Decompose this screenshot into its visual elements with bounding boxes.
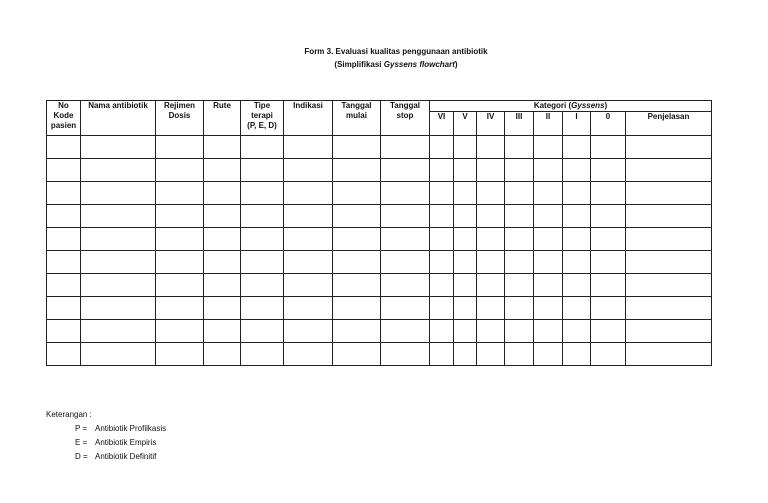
table-cell[interactable] xyxy=(333,297,381,320)
table-row xyxy=(47,182,712,205)
table-cell[interactable] xyxy=(430,343,454,366)
evaluation-table xyxy=(46,100,712,366)
table-cell[interactable] xyxy=(241,251,284,274)
table-cell[interactable] xyxy=(477,159,505,182)
table-row xyxy=(47,320,712,343)
table-cell[interactable] xyxy=(563,182,591,205)
table-cell[interactable] xyxy=(47,320,81,343)
table-cell[interactable] xyxy=(47,297,81,320)
table-cell[interactable] xyxy=(333,343,381,366)
table-cell[interactable] xyxy=(534,205,563,228)
table-cell[interactable] xyxy=(333,251,381,274)
table-cell[interactable] xyxy=(563,343,591,366)
table-cell[interactable] xyxy=(204,182,241,205)
table-cell[interactable] xyxy=(591,159,626,182)
table-cell[interactable] xyxy=(381,136,430,159)
table-cell[interactable] xyxy=(381,251,430,274)
table-cell[interactable] xyxy=(505,251,534,274)
table-cell[interactable] xyxy=(454,205,477,228)
table-cell[interactable] xyxy=(241,320,284,343)
table-cell[interactable] xyxy=(156,159,204,182)
header-category-i: I xyxy=(563,112,591,136)
table-cell[interactable] xyxy=(626,182,712,205)
header-no-kode-pasien xyxy=(47,101,81,136)
table-cell[interactable] xyxy=(81,205,156,228)
table-cell[interactable] xyxy=(284,251,333,274)
table-cell[interactable] xyxy=(563,136,591,159)
table-cell[interactable] xyxy=(454,274,477,297)
table-cell[interactable] xyxy=(563,205,591,228)
table-cell[interactable] xyxy=(430,228,454,251)
header-stop-line2: stop xyxy=(396,111,414,120)
table-cell[interactable] xyxy=(591,251,626,274)
table-cell[interactable] xyxy=(381,274,430,297)
table-cell[interactable] xyxy=(505,182,534,205)
header-category-v: V xyxy=(454,112,477,136)
header-mulai-line1: Tanggal xyxy=(341,101,372,110)
table-cell[interactable] xyxy=(333,320,381,343)
table-cell[interactable] xyxy=(284,205,333,228)
table-cell[interactable] xyxy=(454,228,477,251)
table-cell[interactable] xyxy=(204,297,241,320)
table-cell[interactable] xyxy=(626,274,712,297)
header-tipe-terapi xyxy=(241,101,284,136)
header-category-0: 0 xyxy=(591,112,626,136)
table-cell[interactable] xyxy=(284,320,333,343)
table-cell[interactable] xyxy=(204,274,241,297)
table-cell[interactable] xyxy=(156,297,204,320)
table-cell[interactable] xyxy=(241,274,284,297)
note-text: Antibiotik Profilkasis xyxy=(95,424,167,433)
table-cell[interactable] xyxy=(563,274,591,297)
header-rejimen-dosis xyxy=(156,101,204,136)
table-cell[interactable] xyxy=(156,343,204,366)
table-cell[interactable] xyxy=(241,182,284,205)
table-cell[interactable] xyxy=(284,159,333,182)
header-no-line1: No xyxy=(58,101,69,110)
table-cell[interactable] xyxy=(591,274,626,297)
table-cell[interactable] xyxy=(241,343,284,366)
header-rute: Rute xyxy=(204,101,241,136)
table-cell[interactable] xyxy=(563,251,591,274)
table-cell[interactable] xyxy=(204,205,241,228)
table-cell[interactable] xyxy=(454,251,477,274)
note-item-d xyxy=(46,450,166,464)
notes-section xyxy=(46,408,166,464)
table-cell[interactable] xyxy=(333,182,381,205)
table-cell[interactable] xyxy=(454,343,477,366)
table-cell[interactable] xyxy=(284,343,333,366)
table-cell[interactable] xyxy=(477,228,505,251)
table-cell[interactable] xyxy=(534,136,563,159)
table-cell[interactable] xyxy=(284,297,333,320)
table-cell[interactable] xyxy=(477,343,505,366)
table-cell[interactable] xyxy=(626,205,712,228)
table-row xyxy=(47,159,712,182)
table-cell[interactable] xyxy=(534,228,563,251)
table-body xyxy=(47,136,712,366)
table-cell[interactable] xyxy=(381,182,430,205)
table-cell[interactable] xyxy=(156,205,204,228)
table-cell[interactable] xyxy=(381,228,430,251)
table-cell[interactable] xyxy=(81,159,156,182)
subtitle-prefix: (Simplifikasi xyxy=(334,60,384,69)
table-cell[interactable] xyxy=(156,251,204,274)
table-cell[interactable] xyxy=(333,274,381,297)
table-cell[interactable] xyxy=(626,136,712,159)
table-cell[interactable] xyxy=(156,320,204,343)
table-cell[interactable] xyxy=(81,251,156,274)
table-cell[interactable] xyxy=(563,320,591,343)
header-stop-line1: Tanggal xyxy=(389,101,421,110)
table-cell[interactable] xyxy=(47,343,81,366)
table-cell[interactable] xyxy=(477,297,505,320)
table-cell[interactable] xyxy=(381,205,430,228)
note-text: Antibiotik Definitif xyxy=(95,452,157,461)
table-cell[interactable] xyxy=(81,228,156,251)
table-cell[interactable] xyxy=(430,182,454,205)
table-cell[interactable] xyxy=(505,159,534,182)
header-nama-antibiotik: Nama antibiotik xyxy=(81,101,156,136)
table-cell[interactable] xyxy=(47,159,81,182)
table-cell[interactable] xyxy=(284,182,333,205)
table-cell[interactable] xyxy=(430,251,454,274)
header-category-iv: IV xyxy=(477,112,505,136)
table-cell[interactable] xyxy=(430,274,454,297)
table-cell[interactable] xyxy=(241,159,284,182)
table-cell[interactable] xyxy=(591,320,626,343)
kategori-italic: Gyssens xyxy=(571,101,605,110)
table-cell[interactable] xyxy=(241,205,284,228)
table-cell[interactable] xyxy=(505,205,534,228)
table-cell[interactable] xyxy=(477,182,505,205)
header-mulai-line2: mulai xyxy=(346,111,367,120)
subtitle-suffix: ) xyxy=(454,60,458,69)
table-cell[interactable] xyxy=(430,297,454,320)
table-cell[interactable] xyxy=(430,320,454,343)
table-cell[interactable] xyxy=(534,274,563,297)
table-cell[interactable] xyxy=(626,320,712,343)
table-cell[interactable] xyxy=(505,320,534,343)
table-row xyxy=(47,297,712,320)
header-tipe-line3: (P, E, D) xyxy=(247,121,277,130)
table-cell[interactable] xyxy=(591,228,626,251)
header-no-line3: pasien xyxy=(50,121,77,130)
kategori-suffix: ) xyxy=(604,101,608,110)
table-cell[interactable] xyxy=(241,136,284,159)
table-cell[interactable] xyxy=(156,182,204,205)
table-cell[interactable] xyxy=(81,343,156,366)
header-tanggal-mulai xyxy=(333,101,381,136)
table-cell[interactable] xyxy=(333,205,381,228)
table-cell[interactable] xyxy=(534,320,563,343)
table-cell[interactable] xyxy=(534,343,563,366)
header-kategori-gyssens xyxy=(430,101,712,112)
header-tipe-line2: terapi xyxy=(251,111,273,120)
table-cell[interactable] xyxy=(454,159,477,182)
table-cell[interactable] xyxy=(626,297,712,320)
table-cell[interactable] xyxy=(591,136,626,159)
table-cell[interactable] xyxy=(81,136,156,159)
table-cell[interactable] xyxy=(477,136,505,159)
table-row xyxy=(47,228,712,251)
notes-heading: Keterangan : xyxy=(46,410,92,419)
table-cell[interactable] xyxy=(591,205,626,228)
form-subtitle xyxy=(0,59,768,70)
table-cell[interactable] xyxy=(284,136,333,159)
table-cell[interactable] xyxy=(505,274,534,297)
table-cell[interactable] xyxy=(204,343,241,366)
table-cell[interactable] xyxy=(454,136,477,159)
table-cell[interactable] xyxy=(591,182,626,205)
table-cell[interactable] xyxy=(47,274,81,297)
header-indikasi: Indikasi xyxy=(284,101,333,136)
table-row xyxy=(47,274,712,297)
table-cell[interactable] xyxy=(241,228,284,251)
note-code: E = xyxy=(75,438,88,447)
note-code: P = xyxy=(75,424,88,433)
header-rejimen-line2: Dosis xyxy=(168,111,191,120)
table-cell[interactable] xyxy=(534,297,563,320)
table-cell[interactable] xyxy=(156,228,204,251)
table-cell[interactable] xyxy=(284,274,333,297)
table-cell[interactable] xyxy=(241,297,284,320)
note-item-e xyxy=(46,436,166,450)
table-cell[interactable] xyxy=(47,182,81,205)
table-cell[interactable] xyxy=(454,320,477,343)
table-cell[interactable] xyxy=(204,228,241,251)
table-cell[interactable] xyxy=(47,251,81,274)
table-cell[interactable] xyxy=(333,228,381,251)
table-cell[interactable] xyxy=(454,182,477,205)
header-rejimen-line1: Rejimen xyxy=(163,101,196,110)
table-cell[interactable] xyxy=(534,182,563,205)
header-category-ii: II xyxy=(534,112,563,136)
table-cell[interactable] xyxy=(626,343,712,366)
table-cell[interactable] xyxy=(626,159,712,182)
table-cell[interactable] xyxy=(563,159,591,182)
table-row xyxy=(47,251,712,274)
table-cell[interactable] xyxy=(381,320,430,343)
table-cell[interactable] xyxy=(204,159,241,182)
table-cell[interactable] xyxy=(505,228,534,251)
kategori-prefix: Kategori ( xyxy=(533,101,572,110)
header-category-vi: VI xyxy=(430,112,454,136)
header-tanggal-stop xyxy=(381,101,430,136)
table-cell[interactable] xyxy=(47,136,81,159)
note-code: D = xyxy=(75,452,88,461)
table-cell[interactable] xyxy=(381,297,430,320)
table-cell[interactable] xyxy=(284,228,333,251)
table-cell[interactable] xyxy=(534,159,563,182)
table-cell[interactable] xyxy=(477,320,505,343)
header-category-iii: III xyxy=(505,112,534,136)
table-cell[interactable] xyxy=(333,159,381,182)
table-cell[interactable] xyxy=(204,136,241,159)
table-cell[interactable] xyxy=(204,251,241,274)
table-cell[interactable] xyxy=(626,228,712,251)
table-cell[interactable] xyxy=(81,274,156,297)
table-cell[interactable] xyxy=(591,297,626,320)
table-row xyxy=(47,136,712,159)
header-penjelasan: Penjelasan xyxy=(626,112,712,136)
header-no-line2: Kode xyxy=(53,111,74,120)
table-cell[interactable] xyxy=(204,320,241,343)
form-title: Form 3. Evaluasi kualitas penggunaan antibiotik xyxy=(304,47,488,56)
table-row xyxy=(47,343,712,366)
table-cell[interactable] xyxy=(505,136,534,159)
table-cell[interactable] xyxy=(505,297,534,320)
table-cell[interactable] xyxy=(47,228,81,251)
table-cell[interactable] xyxy=(156,136,204,159)
table-cell[interactable] xyxy=(430,136,454,159)
table-cell[interactable] xyxy=(563,228,591,251)
table-cell[interactable] xyxy=(591,343,626,366)
table-cell[interactable] xyxy=(563,297,591,320)
table-cell[interactable] xyxy=(430,205,454,228)
table-cell[interactable] xyxy=(477,251,505,274)
table-cell[interactable] xyxy=(381,159,430,182)
header-tipe-line1: Tipe xyxy=(253,101,271,110)
table-cell[interactable] xyxy=(381,343,430,366)
note-text: Antibiotik Empiris xyxy=(95,438,157,447)
table-cell[interactable] xyxy=(626,251,712,274)
table-cell[interactable] xyxy=(333,136,381,159)
table-row xyxy=(47,205,712,228)
table-cell[interactable] xyxy=(430,159,454,182)
table-cell[interactable] xyxy=(477,274,505,297)
table-cell[interactable] xyxy=(156,274,204,297)
table-cell[interactable] xyxy=(534,251,563,274)
subtitle-italic: Gyssens flowchart xyxy=(383,60,455,69)
table-cell[interactable] xyxy=(81,297,156,320)
table-cell[interactable] xyxy=(81,320,156,343)
table-cell[interactable] xyxy=(81,182,156,205)
table-cell[interactable] xyxy=(477,205,505,228)
note-item-p xyxy=(46,422,166,436)
table-cell[interactable] xyxy=(454,297,477,320)
table-cell[interactable] xyxy=(47,205,81,228)
table-cell[interactable] xyxy=(505,343,534,366)
